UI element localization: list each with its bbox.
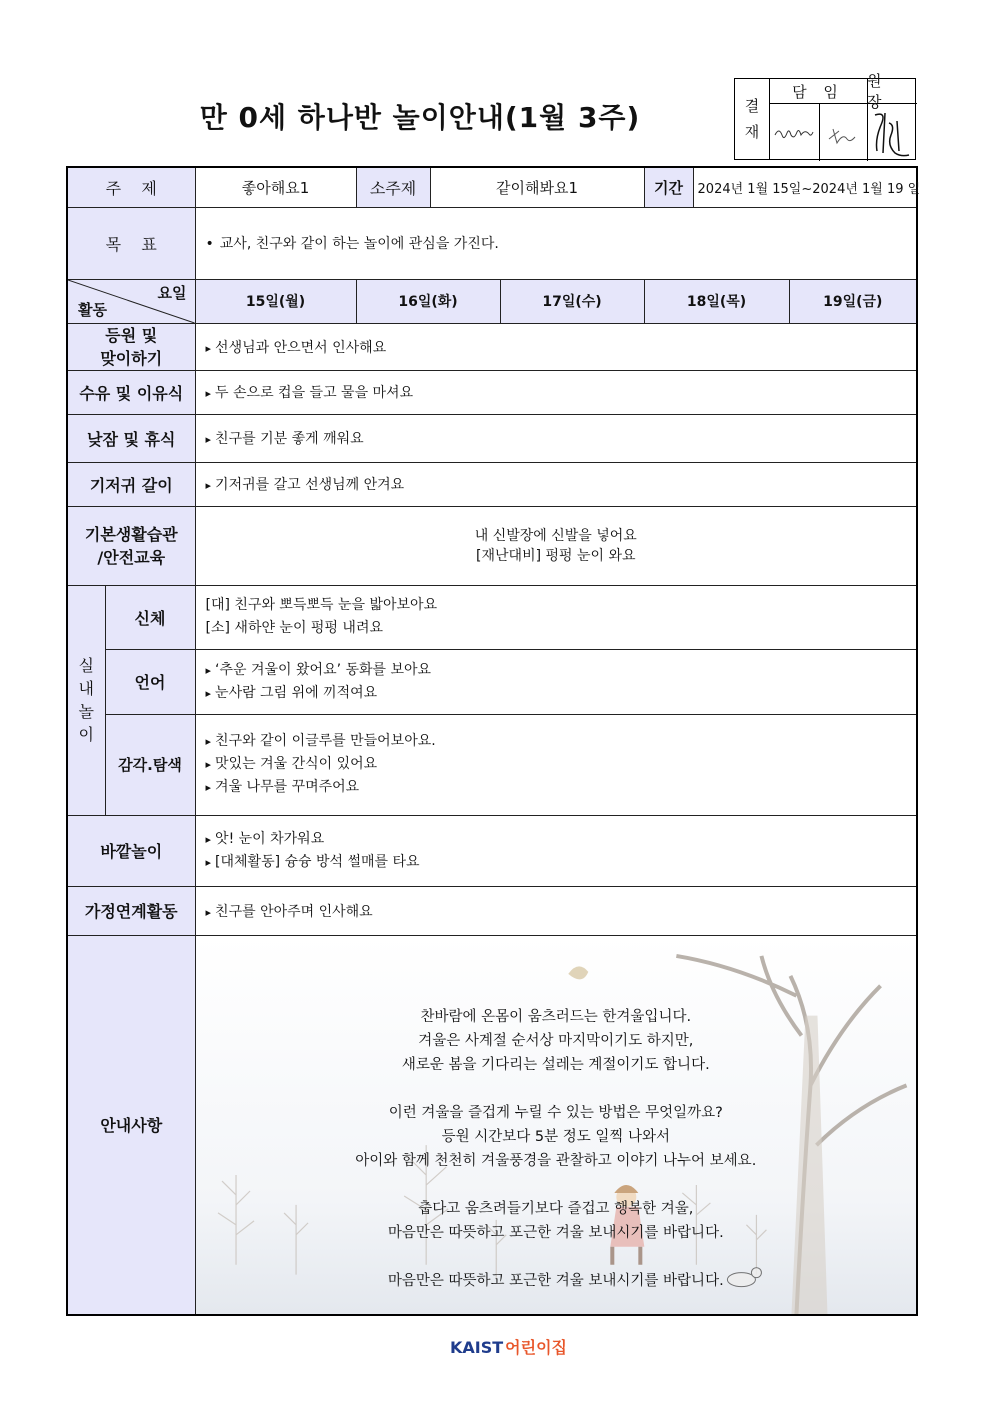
indoor-label — [67, 585, 105, 815]
day-tue: 16일(화) — [356, 279, 500, 323]
page-title: 만 0세 하나반 놀이안내(1월 3주) — [199, 101, 641, 134]
habits-label-1: 기본생활습관 — [84, 524, 178, 544]
feeding-label: 수유 및 이유식 — [67, 370, 195, 414]
approval-damim: 담 임 — [769, 79, 868, 104]
nap-cell — [195, 414, 917, 462]
signature-teacher-2 — [819, 103, 868, 161]
arrival-label — [67, 323, 195, 370]
subtheme-label: 소주제 — [356, 167, 430, 207]
notice-cell — [195, 935, 917, 1315]
indoor-label-4: 이 — [78, 725, 94, 744]
home-text: ▸ 친구를 안아주며 인사해요 — [206, 904, 373, 920]
arrival-text: ▸ 선생님과 안으면서 인사해요 — [206, 340, 387, 356]
outdoor-label: 바깥놀이 — [67, 815, 195, 886]
arrival-label-2: 맞이하기 — [100, 348, 163, 368]
outdoor-cell — [195, 815, 917, 886]
diaper-text: ▸ 기저귀를 갈고 선생님께 안겨요 — [206, 477, 405, 493]
period-label: 기간 — [644, 167, 693, 207]
habits-label — [67, 506, 195, 585]
notice-p1-line-1: 찬바람에 온몸이 움츠러드는 한겨울입니다. — [420, 1008, 692, 1025]
sensory-line-2: ▸ 맛있는 겨울 간식이 있어요 — [206, 753, 909, 776]
body-label: 신체 — [105, 585, 195, 649]
arrival-label-1: 등원 및 — [105, 325, 158, 345]
nap-label: 낮잠 및 휴식 — [67, 414, 195, 462]
body-line-1: [대] 친구와 뽀득뽀득 눈을 밟아보아요 — [205, 597, 438, 613]
notice-p1-line-3: 새로운 봄을 기다리는 설레는 계절이기도 합니다. — [401, 1056, 710, 1073]
habits-line-2: [재난대비] 펑펑 눈이 와요 — [476, 547, 636, 564]
notice-p1-line-2: 겨울은 사계절 순서상 마지막이기도 하지만, — [418, 1032, 694, 1049]
approval-gyeol: 결 — [744, 97, 760, 115]
body-line-2: [소] 새하얀 눈이 펑펑 내려요 — [205, 620, 384, 636]
indoor-label-2: 내 — [78, 679, 94, 698]
day-activity-header — [67, 279, 195, 323]
diaper-label: 기저귀 갈이 — [67, 462, 195, 506]
sensory-line-1: ▸ 친구와 같이 이글루를 만들어보아요. — [206, 730, 909, 753]
language-line-2: ▸ 눈사람 그림 위에 끼적여요 — [206, 682, 909, 705]
hwaldong-label: 활동 — [78, 300, 107, 319]
goal-text: • 교사, 친구와 같이 하는 놀이에 관심을 가진다. — [206, 236, 499, 252]
day-wed: 17일(수) — [500, 279, 644, 323]
arrival-cell — [195, 323, 917, 370]
footer-logo — [450, 1335, 567, 1358]
subtheme-value: 같이해봐요1 — [430, 167, 644, 207]
home-cell — [195, 886, 917, 935]
signature-teacher-1 — [769, 103, 820, 161]
approval-label — [735, 79, 770, 159]
theme-value: 좋아해요1 — [195, 167, 356, 207]
notice-p3-line-1: 춥다고 움츠려들기보다 즐겁고 행복한 겨울, — [418, 1200, 694, 1217]
plan-table — [66, 166, 921, 1316]
sensory-line-3: ▸ 겨울 나무를 꾸며주어요 — [206, 776, 909, 799]
indoor-label-1: 실 — [78, 656, 94, 675]
goal-label: 목 표 — [67, 207, 195, 279]
day-thu: 18일(목) — [644, 279, 789, 323]
notice-label: 안내사항 — [67, 935, 195, 1315]
outdoor-line-1: ▸ 앗! 눈이 차가워요 — [206, 828, 909, 851]
approval-box — [734, 72, 916, 160]
sensory-cell — [195, 714, 917, 815]
period-value: 2024년 1월 15일~2024년 1월 19 일 — [693, 167, 917, 207]
language-label: 언어 — [105, 649, 195, 714]
habits-cell — [195, 506, 917, 585]
feeding-cell — [195, 370, 917, 414]
habits-label-2: /안전교육 — [97, 547, 166, 567]
language-cell — [195, 649, 917, 714]
notice-p3-line-2: 마음만은 따뜻하고 포근한 겨울 보내시기를 바랍니다. — [387, 1224, 724, 1241]
day-fri: 19일(금) — [789, 279, 917, 323]
footer-kaist: KAIST — [450, 1338, 504, 1357]
yoil-label: 요일 — [157, 283, 187, 302]
goal-cell — [195, 207, 917, 279]
footer-kids: 어린이집 — [505, 1338, 567, 1357]
outdoor-line-2: ▸ [대체활동] 슝슝 방석 썰매를 타요 — [206, 851, 909, 874]
sensory-label: 감각.탐색 — [105, 714, 195, 815]
approval-jae: 재 — [744, 123, 760, 141]
habits-line-1: 내 신발장에 신발을 넣어요 — [474, 527, 637, 544]
day-mon: 15일(월) — [195, 279, 356, 323]
notice-text — [196, 957, 917, 1293]
language-line-1: ▸ ‘추운 겨울이 왔어요’ 동화를 보아요 — [206, 659, 909, 682]
theme-label: 주 제 — [67, 167, 195, 207]
notice-p2-line-1: 이런 겨울을 즐겁게 누릴 수 있는 방법은 무엇일까요? — [388, 1104, 723, 1121]
approval-wonjang: 원 장 — [867, 79, 917, 104]
notice-p4: 마음만은 따뜻하고 포근한 겨울 보내시기를 바랍니다. — [387, 1272, 724, 1289]
signature-director — [867, 103, 915, 161]
diaper-cell — [195, 462, 917, 506]
notice-p2-line-3: 아이와 함께 천천히 겨울풍경을 관찰하고 이야기 나누어 보세요. — [355, 1152, 757, 1169]
home-label: 가정연계활동 — [67, 886, 195, 935]
nap-text: ▸ 친구를 기분 좋게 깨워요 — [206, 431, 364, 447]
indoor-label-3: 놀 — [78, 702, 94, 721]
feeding-text: ▸ 두 손으로 컵을 들고 물을 마셔요 — [206, 385, 414, 401]
body-cell — [195, 585, 917, 649]
notice-p2-line-2: 등원 시간보다 5분 정도 일찍 나와서 — [441, 1128, 670, 1145]
